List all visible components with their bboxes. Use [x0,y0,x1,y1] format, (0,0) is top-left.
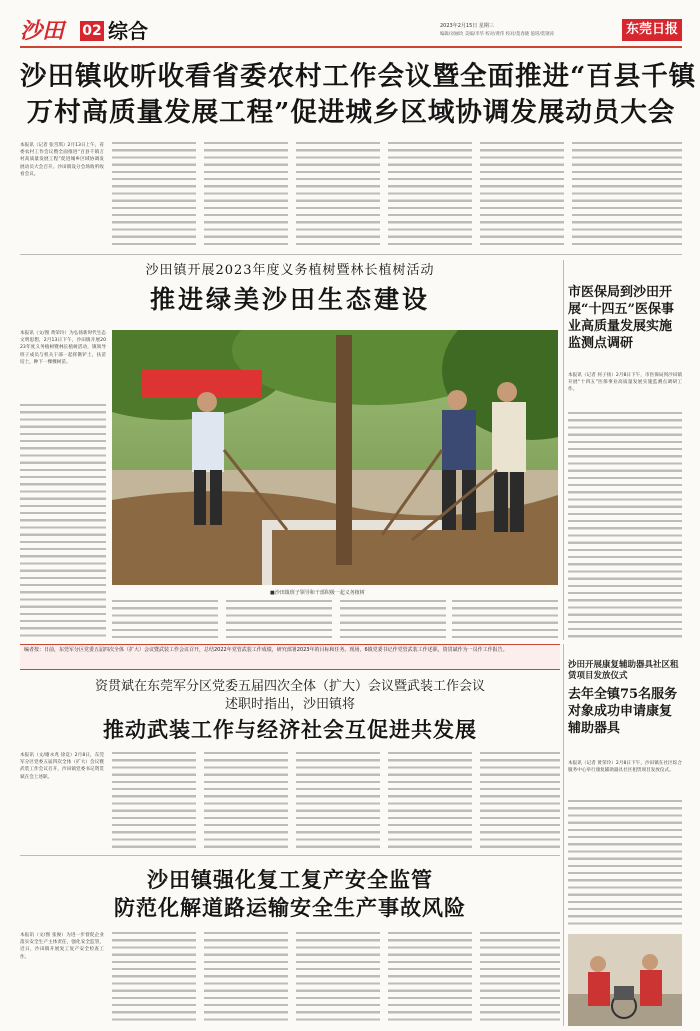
divider-1 [20,254,682,255]
article2-left-text [20,404,106,640]
article1-lead: 本报讯（记者 张雪琪）2月13日上午，省委农村工作会议暨全面推进“百县千镇万村高质量发展工程”促进城乡区域协调发展动员大会召开。沙田镇设分会场收听收看会议。 [20,143,104,177]
sidebar2-headline: 去年全镇75名服务对象成功申请康复辅助器具 [568,687,678,736]
page-number-badge: 02 [80,21,104,41]
article1-column-5 [388,142,472,248]
article1-column-2 [112,142,196,248]
article2-lead: 本报讯（文/图 黄荣玲）为弘扬新时代生态文明思想，2月13日下午，沙田镇开展2023年度义务植树暨林长植树活动，镇领导班子成员与机关干部一起挥锹铲土、扶苗培土，种下一棵棵树苗。 [20,331,106,365]
sidebar2-text [568,800,682,928]
article1-column-3 [204,142,288,248]
editor-note-text: 编者按：日前，东莞军分区党委五届四次全体（扩大）会议暨武装工作会议召开，总结2022年党管武装工作成绩，研究部署2023年的目标和任务。现场，6镇党委书记作党管武装工作述职，资贯斌作为一员作工作报告。 [24,647,508,653]
article1-column-4 [296,142,380,248]
photo-caption: ■沙田镇班子领导和干部积极一起义务植树 [270,590,365,596]
sidebar2-photo [568,934,682,1026]
article2-bottom-column-3 [340,600,446,638]
article2-bottom-column-4 [452,600,558,638]
article1-column-7 [572,142,682,248]
article3-headline-3: 推动武装工作与经济社会互促进共发展 [103,717,477,742]
article3-column-2 [112,752,196,848]
article2-headline: 推进绿美沙田生态建设 [149,285,430,314]
sidebar1-body [568,372,682,640]
tree-planting-illustration [112,330,558,585]
sidebar2-body [568,760,682,930]
section-title: 综合 [108,19,148,43]
article4-column-6 [480,932,560,1024]
sidebar-vertical-rule-2 [563,644,564,1026]
article3-column-5 [388,752,472,848]
article2-left-column [20,330,106,640]
article3-body [20,752,560,850]
rehab-equipment-illustration [568,934,682,1026]
article4-column-3 [204,932,288,1024]
article1-headline-2: 万村高质量发展工程”促进城乡区域协调发展动员大会 [26,97,676,128]
article3-column-3 [204,752,288,848]
article3-column-6 [480,752,560,848]
article4-column-4 [296,932,380,1024]
masthead-date: 2023年2月15日 星期三 [440,23,494,29]
editor-note [20,644,560,670]
article2-bottom-column-2 [226,600,332,638]
article2-bottom-column-1 [112,600,218,638]
article3-headline-1: 资贯斌在东莞军分区党委五届四次全体（扩大）会议暨武装工作会议 [94,679,485,694]
masthead-rule [20,46,682,48]
sidebar1-text [568,412,682,638]
article1-headline-1: 沙田镇收听收看省委农村工作会议暨全面推进“百县千镇 [20,61,697,92]
tree-planting-photo [112,330,558,585]
article4-lead: 本报讯（文/图 张俊）为进一步督促企业落实安全生产主体责任，强化安全监管，近日，沙田镇开展复工复产安全检查工作。 [20,933,104,960]
article4-column-2 [112,932,196,1024]
article4-body [20,932,560,1026]
article1-column-6 [480,142,564,248]
article3-column-4 [296,752,380,848]
article4-column-5 [388,932,472,1024]
article1-body [20,142,682,250]
sidebar1-lead: 本报讯（记者 何子扬）2月8日下午，市医保局到沙田镇开展“十四五”医保事业高质量发展实施监测点调研工作。 [568,373,682,393]
sidebar1-headline: 市医保局到沙田开展“十四五”医保事业高质量发展实施监测点调研 [568,285,674,351]
paper-logo: 东莞日报 [622,19,682,41]
sidebar2-lead: 本报讯（记者 黄荣玲）2月8日下午，沙田镇在社区综合服务中心举行康复辅助器具社区租赁项目发放仪式。 [568,761,682,774]
masthead-logo: 沙田 [20,18,65,44]
masthead-staff: 编辑/刘丽玫 美编/李华 校对/黄伟 校对/莫春晓 值班/莫钢涛 [440,32,554,37]
article3-lead: 本报讯（文/谢永兆 徐竞）2月8日，东莞军分区党委五届四次全体（扩大）会议暨武装工作会议召开，沙田镇党委书记资贯斌在会上述职。 [20,753,104,780]
article4-headline-1: 沙田镇强化复工复产安全监管 [147,867,433,892]
sidebar2-kicker: 沙田开展康复辅助器具社区租赁项目发放仪式 [568,660,679,681]
divider-2 [20,855,560,856]
article2-kicker: 沙田镇开展2023年度义务植树暨林长植树活动 [145,263,435,278]
sidebar-vertical-rule [563,260,564,640]
article3-headline-2: 述职时指出，沙田镇将 [224,697,355,712]
article4-headline-2: 防范化解道路运输安全生产事故风险 [114,895,466,920]
masthead [20,18,682,44]
